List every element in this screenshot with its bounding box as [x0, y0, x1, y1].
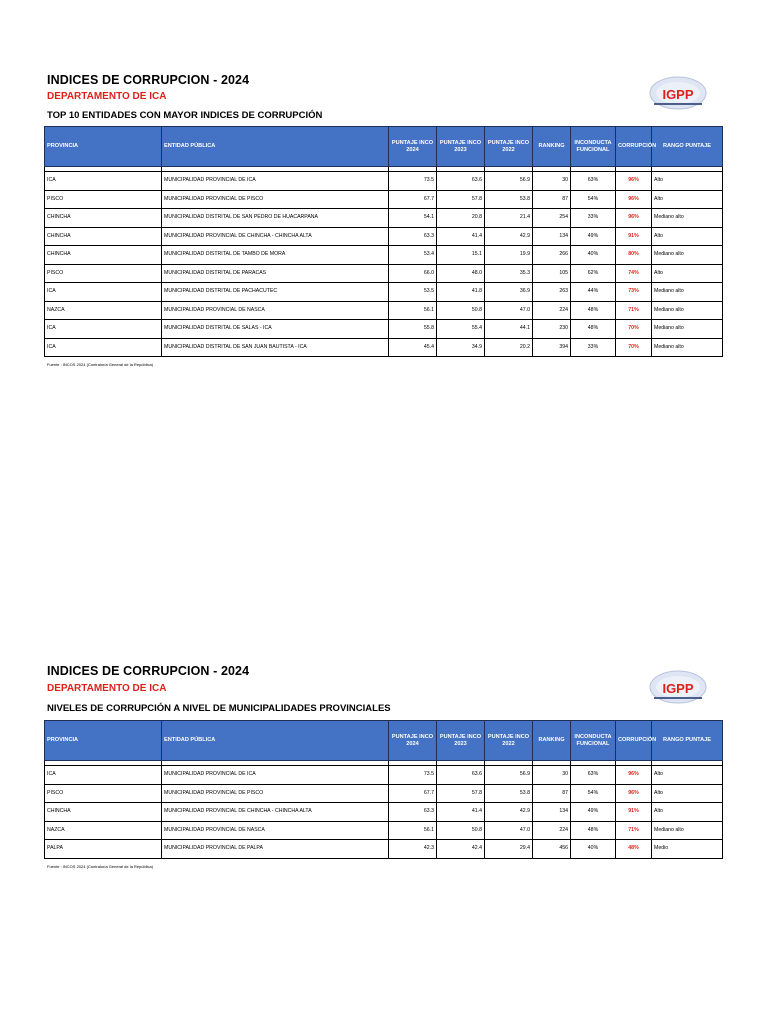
igpp-logo [648, 670, 708, 708]
cell-corrupcion: 73% [616, 283, 652, 302]
cell-inco-2024: 67.7 [389, 190, 437, 209]
cell-provincia: CHINCHA [45, 246, 162, 265]
table-row [45, 301, 723, 320]
cell-ranking: 134 [533, 227, 571, 246]
cell-ranking: 134 [533, 803, 571, 822]
cell-rango: Mediano alto [652, 209, 723, 228]
col-header: ENTIDAD PÚBLICA [162, 127, 389, 167]
cell-provincia: ICA [45, 172, 162, 191]
cell-inco-2022: 35.3 [485, 264, 533, 283]
col-header: PUNTAJE INCO 2023 [437, 721, 485, 761]
cell-rango: Alto [652, 784, 723, 803]
cell-corrupcion: 96% [616, 190, 652, 209]
cell-corrupcion: 71% [616, 821, 652, 840]
cell-entidad: MUNICIPALIDAD DISTRITAL DE SALAS - ICA [162, 320, 389, 339]
cell-inco-2022: 53.8 [485, 784, 533, 803]
cell-inco-2024: 53.4 [389, 246, 437, 265]
cell-entidad: MUNICIPALIDAD DISTRITAL DE SAN JUAN BAUTISTA - ICA [162, 338, 389, 357]
cell-inco-2024: 53.5 [389, 283, 437, 302]
table-row [45, 766, 723, 785]
logo-text: IGPP [662, 87, 694, 102]
col-header: RANKING [533, 127, 571, 167]
cell-ranking: 30 [533, 172, 571, 191]
col-header: CORRUPCIÓN [616, 721, 652, 761]
cell-inco-2023: 50.8 [437, 821, 485, 840]
cell-inco-2022: 19.9 [485, 246, 533, 265]
cell-ranking: 30 [533, 766, 571, 785]
cell-inco-2023: 50.8 [437, 301, 485, 320]
table-row [45, 338, 723, 357]
cell-entidad: MUNICIPALIDAD DISTRITAL DE SAN PEDRO DE HUACARPANA [162, 209, 389, 228]
cell-provincia: PALPA [45, 840, 162, 859]
cell-ranking: 266 [533, 246, 571, 265]
cell-inco-2023: 57.8 [437, 784, 485, 803]
cell-ranking: 105 [533, 264, 571, 283]
col-header: CORRUPCIÓN [616, 127, 652, 167]
cell-corrupcion: 96% [616, 209, 652, 228]
cell-inco-2024: 54.1 [389, 209, 437, 228]
col-header: RANGO PUNTAJE [652, 127, 723, 167]
cell-inconducta: 33% [571, 338, 616, 357]
cell-entidad: MUNICIPALIDAD PROVINCIAL DE ICA [162, 172, 389, 191]
cell-provincia: CHINCHA [45, 803, 162, 822]
cell-corrupcion: 96% [616, 766, 652, 785]
cell-rango: Alto [652, 172, 723, 191]
col-header: ENTIDAD PÚBLICA [162, 721, 389, 761]
cell-inco-2022: 47.0 [485, 821, 533, 840]
cell-inconducta: 33% [571, 209, 616, 228]
cell-inco-2022: 21.4 [485, 209, 533, 228]
cell-rango: Mediano alto [652, 301, 723, 320]
col-header: PROVINCIA [45, 721, 162, 761]
cell-entidad: MUNICIPALIDAD PROVINCIAL DE NASCA [162, 301, 389, 320]
table-row [45, 320, 723, 339]
cell-inco-2023: 41.4 [437, 803, 485, 822]
cell-inco-2022: 29.4 [485, 840, 533, 859]
cell-inconducta: 40% [571, 840, 616, 859]
cell-entidad: MUNICIPALIDAD PROVINCIAL DE PISCO [162, 190, 389, 209]
cell-entidad: MUNICIPALIDAD PROVINCIAL DE CHINCHA - CHINCHA ALTA [162, 227, 389, 246]
cell-corrupcion: 71% [616, 301, 652, 320]
cell-inco-2024: 66.0 [389, 264, 437, 283]
cell-entidad: MUNICIPALIDAD DISTRITAL DE PARACAS [162, 264, 389, 283]
cell-inco-2023: 63.6 [437, 766, 485, 785]
cell-inco-2023: 41.8 [437, 283, 485, 302]
cell-rango: Alto [652, 766, 723, 785]
report-section-provincial [44, 664, 722, 879]
cell-rango: Mediano alto [652, 283, 723, 302]
cell-inco-2024: 63.3 [389, 803, 437, 822]
cell-entidad: MUNICIPALIDAD DISTRITAL DE PACHACUTEC [162, 283, 389, 302]
cell-inco-2024: 56.1 [389, 301, 437, 320]
cell-provincia: PISCO [45, 264, 162, 283]
table-subtitle: TOP 10 ENTIDADES CON MAYOR INDICES DE CORRUPCIÓN [47, 110, 323, 121]
logo-text: IGPP [662, 681, 694, 696]
cell-inco-2022: 53.8 [485, 190, 533, 209]
cell-inco-2022: 56.9 [485, 172, 533, 191]
cell-rango: Mediano alto [652, 320, 723, 339]
cell-inco-2023: 48.0 [437, 264, 485, 283]
igpp-logo [648, 76, 708, 114]
table-row [45, 803, 723, 822]
col-header: PROVINCIA [45, 127, 162, 167]
col-header: PUNTAJE INCO 2022 [485, 127, 533, 167]
table-row [45, 264, 723, 283]
cell-inco-2022: 42.9 [485, 803, 533, 822]
report-title: INDICES DE CORRUPCION - 2024 [47, 664, 250, 678]
table-row [45, 209, 723, 228]
cell-inconducta: 40% [571, 246, 616, 265]
col-header: RANGO PUNTAJE [652, 721, 723, 761]
cell-inco-2022: 56.9 [485, 766, 533, 785]
col-header: PUNTAJE INCO 2024 [389, 127, 437, 167]
cell-inco-2022: 47.0 [485, 301, 533, 320]
cell-corrupcion: 96% [616, 784, 652, 803]
table-row [45, 246, 723, 265]
cell-ranking: 230 [533, 320, 571, 339]
cell-rango: Mediano alto [652, 338, 723, 357]
cell-corrupcion: 70% [616, 320, 652, 339]
cell-rango: Medio [652, 840, 723, 859]
cell-provincia: CHINCHA [45, 209, 162, 228]
cell-provincia: PISCO [45, 190, 162, 209]
table-row [45, 227, 723, 246]
cell-provincia: ICA [45, 338, 162, 357]
top10-table [44, 126, 723, 357]
cell-inco-2024: 55.8 [389, 320, 437, 339]
col-header: PUNTAJE INCO 2023 [437, 127, 485, 167]
cell-inconducta: 48% [571, 320, 616, 339]
cell-ranking: 224 [533, 821, 571, 840]
cell-inco-2024: 56.1 [389, 821, 437, 840]
cell-inco-2023: 34.9 [437, 338, 485, 357]
table-row [45, 784, 723, 803]
cell-inconducta: 62% [571, 264, 616, 283]
table-row [45, 283, 723, 302]
cell-inco-2023: 20.8 [437, 209, 485, 228]
cell-provincia: ICA [45, 283, 162, 302]
cell-inco-2023: 41.4 [437, 227, 485, 246]
cell-rango: Alto [652, 190, 723, 209]
cell-inco-2024: 63.3 [389, 227, 437, 246]
department-label: DEPARTAMENTO DE ICA [47, 91, 167, 102]
cell-rango: Mediano alto [652, 821, 723, 840]
cell-inco-2024: 67.7 [389, 784, 437, 803]
cell-inconducta: 63% [571, 172, 616, 191]
table-header-row [45, 721, 723, 761]
cell-inco-2024: 73.5 [389, 766, 437, 785]
cell-inconducta: 49% [571, 227, 616, 246]
cell-entidad: MUNICIPALIDAD PROVINCIAL DE PALPA [162, 840, 389, 859]
table-row [45, 840, 723, 859]
cell-ranking: 394 [533, 338, 571, 357]
cell-provincia: CHINCHA [45, 227, 162, 246]
department-label: DEPARTAMENTO DE ICA [47, 683, 167, 694]
cell-inco-2023: 55.4 [437, 320, 485, 339]
col-header: INCONDUCTA FUNCIONAL [571, 721, 616, 761]
cell-inco-2022: 20.2 [485, 338, 533, 357]
cell-corrupcion: 91% [616, 227, 652, 246]
table-row [45, 821, 723, 840]
cell-ranking: 224 [533, 301, 571, 320]
cell-inco-2022: 42.9 [485, 227, 533, 246]
cell-rango: Mediano alto [652, 246, 723, 265]
cell-inco-2022: 36.9 [485, 283, 533, 302]
cell-entidad: MUNICIPALIDAD PROVINCIAL DE CHINCHA - CHINCHA ALTA [162, 803, 389, 822]
cell-rango: Alto [652, 264, 723, 283]
cell-ranking: 87 [533, 784, 571, 803]
cell-provincia: NAZCA [45, 821, 162, 840]
cell-inconducta: 63% [571, 766, 616, 785]
table-row [45, 190, 723, 209]
cell-provincia: PISCO [45, 784, 162, 803]
col-header: RANKING [533, 721, 571, 761]
cell-inco-2022: 44.1 [485, 320, 533, 339]
source-note: Fuente : INCOS 2024 (Contraloría General de la República) [47, 362, 154, 367]
cell-corrupcion: 74% [616, 264, 652, 283]
cell-inconducta: 48% [571, 821, 616, 840]
cell-corrupcion: 91% [616, 803, 652, 822]
cell-inco-2023: 15.1 [437, 246, 485, 265]
cell-entidad: MUNICIPALIDAD PROVINCIAL DE ICA [162, 766, 389, 785]
cell-inconducta: 48% [571, 301, 616, 320]
cell-rango: Alto [652, 227, 723, 246]
cell-rango: Alto [652, 803, 723, 822]
cell-corrupcion: 48% [616, 840, 652, 859]
table-header-row [45, 127, 723, 167]
cell-ranking: 254 [533, 209, 571, 228]
cell-inco-2024: 42.3 [389, 840, 437, 859]
cell-entidad: MUNICIPALIDAD DISTRITAL DE TAMBO DE MORA [162, 246, 389, 265]
cell-inco-2023: 57.8 [437, 190, 485, 209]
cell-ranking: 456 [533, 840, 571, 859]
cell-corrupcion: 96% [616, 172, 652, 191]
cell-corrupcion: 70% [616, 338, 652, 357]
cell-inco-2024: 45.4 [389, 338, 437, 357]
cell-entidad: MUNICIPALIDAD PROVINCIAL DE NASCA [162, 821, 389, 840]
cell-entidad: MUNICIPALIDAD PROVINCIAL DE PISCO [162, 784, 389, 803]
cell-inconducta: 54% [571, 190, 616, 209]
provincial-table [44, 720, 723, 859]
source-note: Fuente : INCOS 2024 (Contraloría General de la República) [47, 864, 154, 869]
col-header: PUNTAJE INCO 2024 [389, 721, 437, 761]
cell-inconducta: 44% [571, 283, 616, 302]
cell-provincia: ICA [45, 766, 162, 785]
col-header: INCONDUCTA FUNCIONAL [571, 127, 616, 167]
cell-inco-2023: 63.6 [437, 172, 485, 191]
cell-ranking: 87 [533, 190, 571, 209]
cell-provincia: NAZCA [45, 301, 162, 320]
cell-inconducta: 49% [571, 803, 616, 822]
cell-corrupcion: 80% [616, 246, 652, 265]
cell-inconducta: 54% [571, 784, 616, 803]
table-subtitle: NIVELES DE CORRUPCIÓN A NIVEL DE MUNICIPALIDADES PROVINCIALES [47, 703, 391, 714]
cell-inco-2024: 73.5 [389, 172, 437, 191]
report-title: INDICES DE CORRUPCION - 2024 [47, 73, 250, 87]
col-header: PUNTAJE INCO 2022 [485, 721, 533, 761]
cell-inco-2023: 42.4 [437, 840, 485, 859]
table-row [45, 172, 723, 191]
cell-provincia: ICA [45, 320, 162, 339]
cell-ranking: 263 [533, 283, 571, 302]
report-section-top10 [44, 70, 722, 375]
